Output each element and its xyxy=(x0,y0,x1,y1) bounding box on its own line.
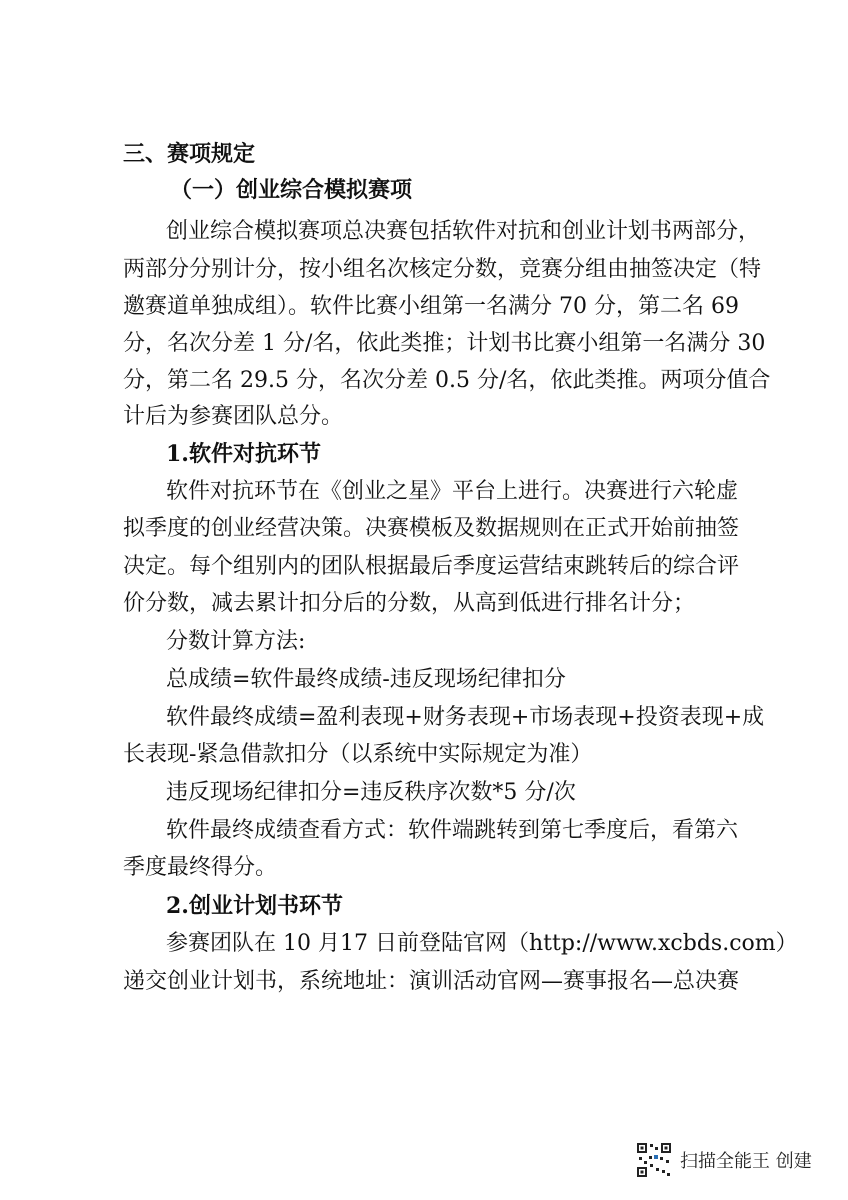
heading-software: 1.软件对抗环节 xyxy=(166,441,321,467)
paragraph-line: 两部分分别计分，按小组名次核定分数，竞赛分组由抽签决定（特 xyxy=(123,257,762,282)
watermark-text: 扫描全能王 创建 xyxy=(680,1151,812,1172)
paragraph-line: 分，名次分差 1 分/名，依此类推；计划书比赛小组第一名满分 30 xyxy=(123,331,766,356)
paragraph-line: 邀赛道单独成组）。软件比赛小组第一名满分 70 分，第二名 69 xyxy=(123,294,739,319)
view-method-line: 软件最终成绩查看方式：软件端跳转到第七季度后，看第六 xyxy=(166,818,739,843)
scanner-watermark xyxy=(636,1142,812,1178)
section-title: 三、赛项规定 xyxy=(123,141,256,167)
paragraph-line: 决定。每个组别内的团队根据最后季度运营结束跳转后的综合评 xyxy=(123,554,740,579)
paragraph-line: 创业综合模拟赛项总决赛包括软件对抗和创业计划书两部分， xyxy=(166,219,761,244)
formula-total: 总成绩=软件最终成绩-违反现场纪律扣分 xyxy=(166,667,566,692)
view-method-line: 季度最终得分。 xyxy=(123,855,278,880)
paragraph-line: 拟季度的创业经营决策。决赛模板及数据规则在正式开始前抽签 xyxy=(123,516,740,541)
qr-code-icon xyxy=(636,1142,672,1178)
paragraph-line: 分，第二名 29.5 分，名次分差 0.5 分/名，依此类推。两项分值合 xyxy=(123,368,771,393)
score-method-label: 分数计算方法: xyxy=(166,629,306,654)
paragraph-line: 参赛团队在 10 月17 日前登陆官网（http://www.xcbds.com） xyxy=(166,931,798,956)
paragraph-line: 计后为参赛团队总分。 xyxy=(123,404,344,429)
paragraph-line: 软件对抗环节在《创业之星》平台上进行。决赛进行六轮虚 xyxy=(166,479,739,504)
subsection-title: （一）创业综合模拟赛项 xyxy=(170,177,413,203)
paragraph-line: 递交创业计划书，系统地址：演训活动官网—赛事报名—总决赛 xyxy=(123,969,740,994)
paragraph-line: 价分数，减去累计扣分后的分数，从高到低进行排名计分； xyxy=(123,591,696,616)
formula-penalty: 违反现场纪律扣分=违反秩序次数*5 分/次 xyxy=(166,780,576,805)
heading-plan: 2.创业计划书环节 xyxy=(166,893,343,919)
formula-software-line: 软件最终成绩=盈利表现+财务表现+市场表现+投资表现+成 xyxy=(166,705,765,730)
formula-software-line: 长表现-紧急借款扣分（以系统中实际规定为准） xyxy=(123,742,593,767)
